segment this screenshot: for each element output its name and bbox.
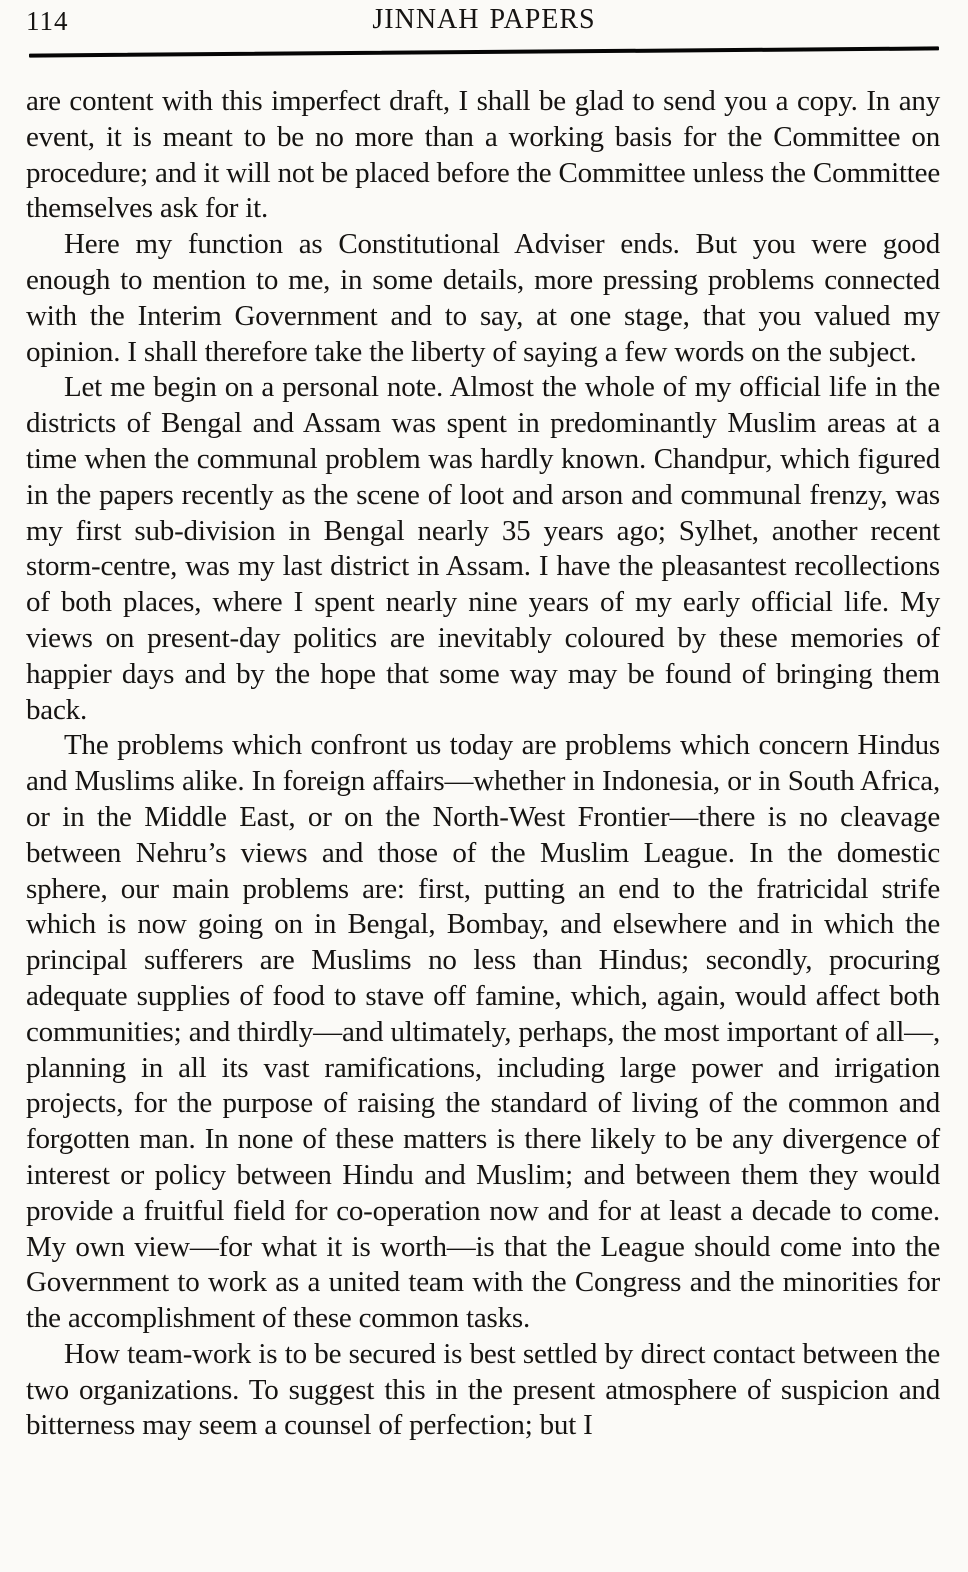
page-body <box>0 54 968 1444</box>
paragraph: Here my function as Constitutional Adviser ends. But you were good enough to mention to me, in some details, more pressing problems connected with the Interim Government and to say, at one stage, that you valued my opinion. I shall therefore take the liberty of saying a few words on the subject. <box>26 228 940 368</box>
running-title: JINNAH PAPERS <box>372 4 596 35</box>
paragraph: are content with this imperfect draft, I shall be glad to send you a copy. In any event, it is meant to be no more than a working basis for the Committee on procedure; and it will not be placed before the Committee unless the Committee themselves ask for it. <box>26 85 940 225</box>
paragraph: Let me begin on a personal note. Almost the whole of my official life in the districts of Bengal and Assam was spent in predominantly Muslim areas at a time when the communal problem was hardly known. Chandpur, which figured in the papers recently as the scene of loot and arson and communal frenzy, was my first sub-division in Bengal nearly 35 years ago; Sylhet, another recent storm-centre, was my last district in Assam. I have the pleasantest recollections of both places, where I spent nearly nine years of my early official life. My views on present-day politics are inevitably coloured by these memories of happier days and by the hope that some way may be found of bringing them back. <box>26 371 940 726</box>
running-head <box>0 0 968 46</box>
paragraph: The problems which confront us today are problems which concern Hindus and Muslims alike. In foreign affairs—whether in Indonesia, or in South Africa, or in the Middle East, or on the North-West Frontier—there is no cleavage between Nehru’s views and those of the Muslim League. In the domestic sphere, our main problems are: first, putting an end to the fratricidal strife which is now going on in Bengal, Bombay, and elsewhere and in which the principal sufferers are Muslims no less than Hindus; secondly, procuring adequate supplies of food to stave off famine, which, again, would affect both communities; and thirdly—and ultimately, perhaps, the most important of all—, planning in all its vast ramifications, including large power and irrigation projects, for the purpose of raising the standard of living of the common and forgotten man. In none of these matters is there likely to be any divergence of interest or policy between Hindu and Muslim; and between them they would provide a fruitful field for co-operation now and for at least a decade to come. My own view—for what it is worth—is that the League should come into the Government to work as a united team with the Congress and the minorities for the accomplishment of these common tasks. <box>26 729 940 1335</box>
page-number: 114 <box>26 6 69 36</box>
paragraph: How team-work is to be secured is best settled by direct contact between the two organizations. To suggest this in the present atmosphere of suspicion and bitterness may seem a counsel of perfection; but I <box>26 1337 940 1442</box>
